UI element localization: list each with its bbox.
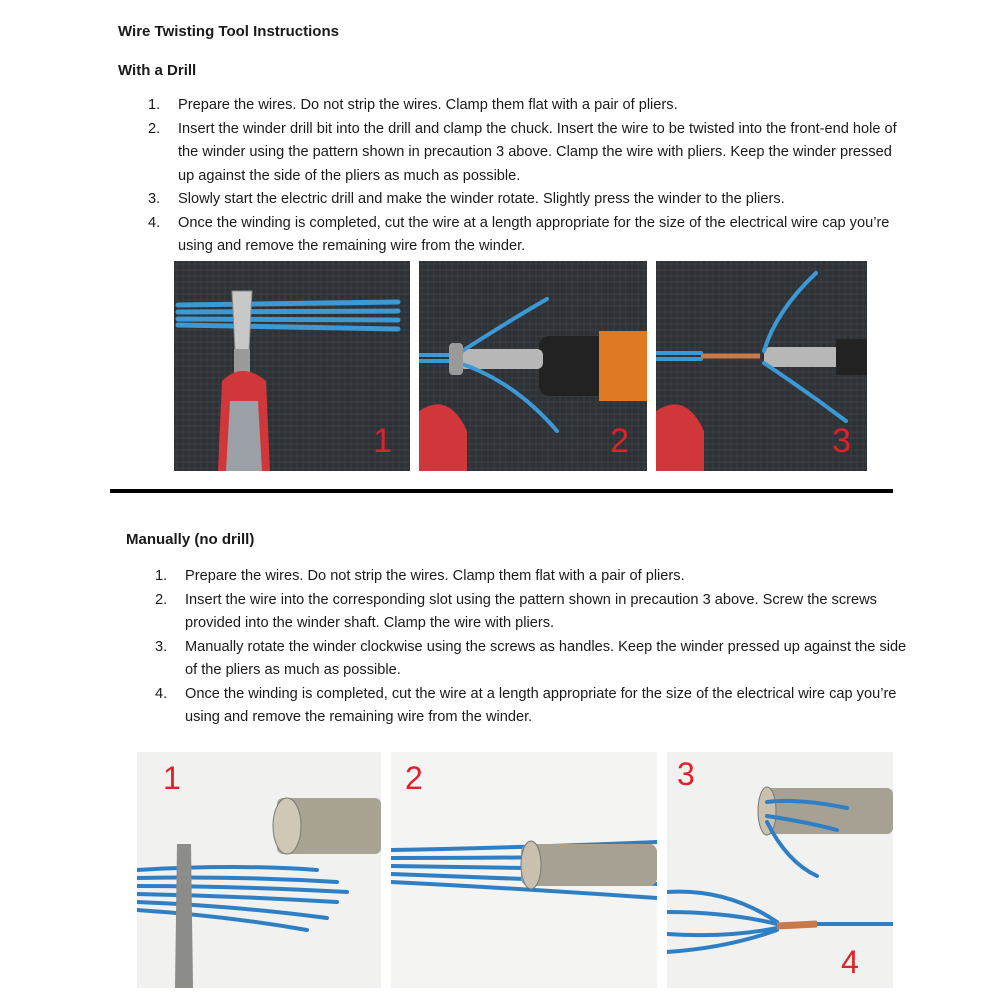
photo-step-number: 3 [677,756,695,792]
photo-step-number: 2 [610,422,629,460]
photo-step-number: 4 [841,944,859,980]
step-text: Once the winding is completed, cut the wire at a length appropriate for the size of the electrical wire cap you’re using and remove the remaining wire from the winder. [178,214,890,254]
manual-step [155,565,915,589]
manual-photo-2 [391,752,657,988]
step-number: 1. [155,568,168,584]
step-number: 3. [148,191,161,207]
drill-step [148,212,908,259]
manual-step [155,589,915,636]
manual-photo-3 [667,752,893,988]
photo-step-number: 1 [373,422,392,460]
photo-step-number: 2 [405,760,423,796]
step-number: 2. [148,120,161,137]
photo-step-number: 3 [832,422,851,460]
manual-photo-1 [137,752,381,988]
drill-section-heading: With a Drill [118,62,197,79]
drill-steps-list [148,94,908,259]
step-number: 4. [155,685,168,702]
manual-steps-list [155,565,915,730]
manual-step [155,683,915,730]
step-text: Slowly start the electric drill and make the winder rotate. Slightly press the winder to the pliers. [178,191,785,207]
winder-inserted-illustration [391,752,657,988]
manual-section-heading: Manually (no drill) [126,531,255,548]
photo-step-number: 1 [163,760,181,796]
drill-photo-3 [656,261,867,471]
step-text: Once the winding is completed, cut the wire at a length appropriate for the size of the electrical wire cap you’re using and remove the remaining wire from the winder. [185,685,897,725]
step-number: 4. [148,214,161,231]
drill-step [148,94,908,118]
step-text: Insert the winder drill bit into the drill and clamp the chuck. Insert the wire to be twisted into the front-end hole of the winder using the pattern shown in precaution 3 above. Clamp the wire with pliers. Keep the winder pressed up against the side of the pliers as much as possible. [178,120,897,184]
step-text: Prepare the wires. Do not strip the wires. Clamp them flat with a pair of pliers. [185,568,685,584]
drill-step [148,188,908,212]
section-divider [110,489,893,493]
drill-photo-2 [419,261,647,471]
drill-photo-1 [174,261,410,471]
step-number: 3. [155,638,168,655]
step-text: Manually rotate the winder clockwise using the screws as handles. Keep the winder pressed up against the side of the pliers as much as possible. [185,638,907,678]
step-text: Prepare the wires. Do not strip the wires. Clamp them flat with a pair of pliers. [178,97,678,113]
step-number: 2. [155,591,168,608]
step-text: Insert the wire into the corresponding slot using the pattern shown in precaution 3 above. Screw the screws provided into the winder shaft. Clamp the wire with pliers. [185,591,877,631]
drill-step [148,118,908,189]
manual-step [155,636,915,683]
step-number: 1. [148,97,161,113]
document-title: Wire Twisting Tool Instructions [118,23,339,40]
finished-twist-illustration [667,752,893,988]
